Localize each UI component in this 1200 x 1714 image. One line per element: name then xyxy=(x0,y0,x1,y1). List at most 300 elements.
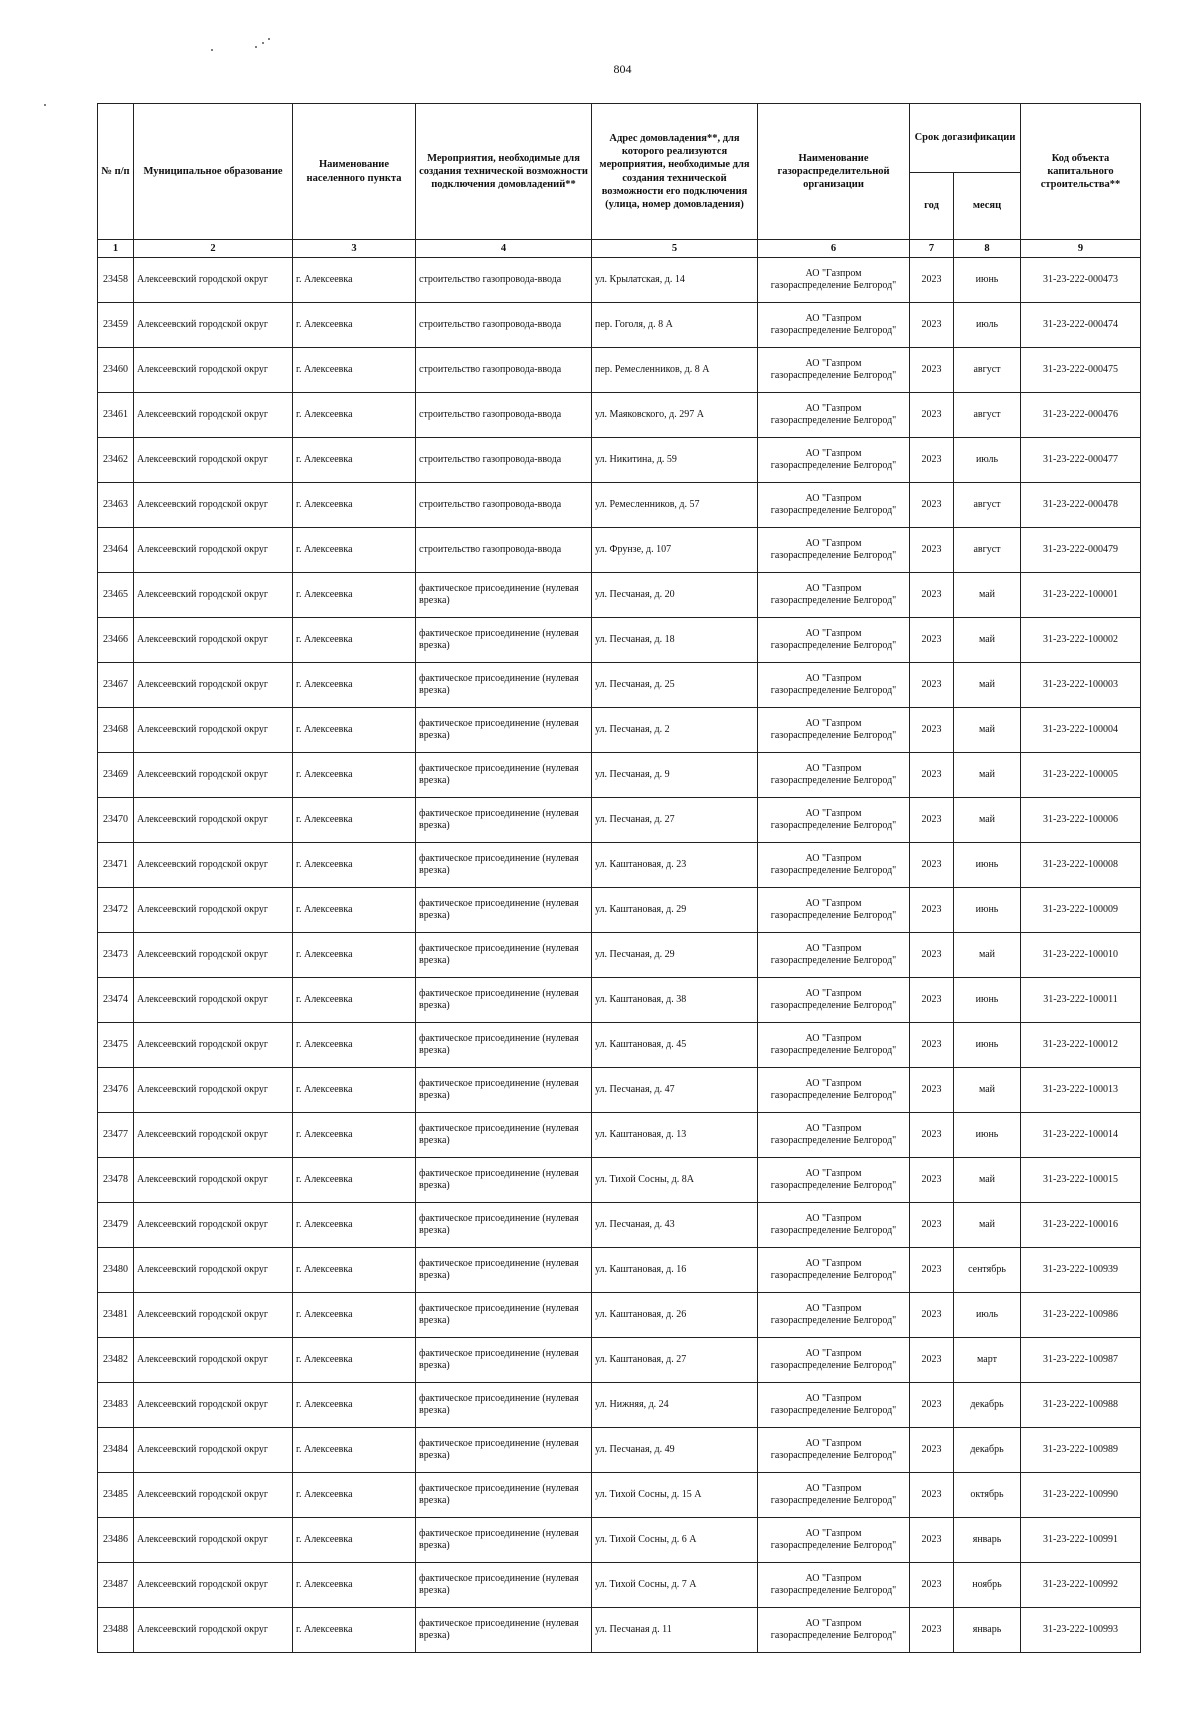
row-measure: фактическое присоединение (нулевая врезка) xyxy=(416,1113,592,1158)
row-num: 23475 xyxy=(98,1023,134,1068)
row-object-code: 31-23-222-100001 xyxy=(1021,573,1141,618)
row-num: 23468 xyxy=(98,708,134,753)
row-object-code: 31-23-222-100987 xyxy=(1021,1338,1141,1383)
row-num: 23482 xyxy=(98,1338,134,1383)
row-measure: фактическое присоединение (нулевая врезка) xyxy=(416,1428,592,1473)
row-num: 23464 xyxy=(98,528,134,573)
row-year: 2023 xyxy=(910,438,954,483)
row-num: 23474 xyxy=(98,978,134,1023)
row-organization xyxy=(758,663,910,708)
row-municipality: Алексеевский городской округ xyxy=(134,978,293,1023)
row-municipality: Алексеевский городской округ xyxy=(134,303,293,348)
header-object-code: Код объекта капитального строительства** xyxy=(1021,104,1141,240)
row-organization xyxy=(758,393,910,438)
row-year: 2023 xyxy=(910,1518,954,1563)
row-year: 2023 xyxy=(910,303,954,348)
row-municipality: Алексеевский городской округ xyxy=(134,438,293,483)
row-measure: фактическое присоединение (нулевая врезка) xyxy=(416,843,592,888)
row-month: май xyxy=(954,1068,1021,1113)
row-month: май xyxy=(954,753,1021,798)
row-address: ул. Тихой Сосны, д. 8А xyxy=(592,1158,758,1203)
row-month: сентябрь xyxy=(954,1248,1021,1293)
row-measure: фактическое присоединение (нулевая врезка) xyxy=(416,1023,592,1068)
row-settlement: г. Алексеевка xyxy=(293,258,416,303)
table-row xyxy=(98,618,1141,663)
row-month: май xyxy=(954,663,1021,708)
row-organization-line: АО "Газпром xyxy=(805,672,862,684)
row-organization xyxy=(758,843,910,888)
table-row xyxy=(98,1428,1141,1473)
row-object-code: 31-23-222-000476 xyxy=(1021,393,1141,438)
row-municipality: Алексеевский городской округ xyxy=(134,258,293,303)
row-num: 23484 xyxy=(98,1428,134,1473)
row-num: 23458 xyxy=(98,258,134,303)
row-organization xyxy=(758,1158,910,1203)
row-municipality: Алексеевский городской округ xyxy=(134,1023,293,1068)
row-municipality: Алексеевский городской округ xyxy=(134,528,293,573)
row-organization-line: газораспределение Белгород" xyxy=(770,1315,897,1326)
header-num: № п/п xyxy=(98,104,134,240)
row-organization xyxy=(758,303,910,348)
row-organization xyxy=(758,1248,910,1293)
row-address: ул. Каштановая, д. 13 xyxy=(592,1113,758,1158)
row-address: ул. Каштановая, д. 38 xyxy=(592,978,758,1023)
row-num: 23472 xyxy=(98,888,134,933)
row-organization-line: газораспределение Белгород" xyxy=(770,1630,897,1641)
row-month: май xyxy=(954,798,1021,843)
row-organization-line: АО "Газпром xyxy=(805,1572,862,1584)
row-object-code: 31-23-222-100988 xyxy=(1021,1383,1141,1428)
row-object-code: 31-23-222-000474 xyxy=(1021,303,1141,348)
row-organization-line: АО "Газпром xyxy=(805,447,862,459)
row-address: пер. Гоголя, д. 8 А xyxy=(592,303,758,348)
row-address: ул. Тихой Сосны, д. 15 А xyxy=(592,1473,758,1518)
row-num: 23476 xyxy=(98,1068,134,1113)
scan-speck xyxy=(262,42,264,44)
row-address: ул. Каштановая, д. 45 xyxy=(592,1023,758,1068)
row-object-code: 31-23-222-000473 xyxy=(1021,258,1141,303)
row-object-code: 31-23-222-100002 xyxy=(1021,618,1141,663)
row-municipality: Алексеевский городской округ xyxy=(134,1068,293,1113)
row-settlement: г. Алексеевка xyxy=(293,1203,416,1248)
row-address: ул. Каштановая, д. 26 xyxy=(592,1293,758,1338)
row-municipality: Алексеевский городской округ xyxy=(134,753,293,798)
row-num: 23460 xyxy=(98,348,134,393)
row-settlement: г. Алексеевка xyxy=(293,618,416,663)
row-settlement: г. Алексеевка xyxy=(293,1158,416,1203)
row-measure: фактическое присоединение (нулевая врезка) xyxy=(416,1563,592,1608)
table-row xyxy=(98,1293,1141,1338)
row-organization-line: газораспределение Белгород" xyxy=(770,595,897,606)
row-year: 2023 xyxy=(910,798,954,843)
row-organization xyxy=(758,1563,910,1608)
row-address: ул. Песчаная, д. 29 xyxy=(592,933,758,978)
header-term: Срок догазификации xyxy=(910,104,1021,173)
column-number: 9 xyxy=(1021,240,1141,258)
row-address: ул. Песчаная, д. 9 xyxy=(592,753,758,798)
row-measure: фактическое присоединение (нулевая врезка) xyxy=(416,753,592,798)
row-organization-line: газораспределение Белгород" xyxy=(770,775,897,786)
row-organization xyxy=(758,1293,910,1338)
row-municipality: Алексеевский городской округ xyxy=(134,708,293,753)
row-organization-line: газораспределение Белгород" xyxy=(770,820,897,831)
table-row xyxy=(98,258,1141,303)
row-measure: строительство газопровода-ввода xyxy=(416,303,592,348)
row-address: ул. Песчаная, д. 2 xyxy=(592,708,758,753)
header-municipality: Муниципальное образование xyxy=(134,104,293,240)
row-settlement: г. Алексеевка xyxy=(293,888,416,933)
row-organization-line: газораспределение Белгород" xyxy=(770,460,897,471)
column-number: 7 xyxy=(910,240,954,258)
row-object-code: 31-23-222-100013 xyxy=(1021,1068,1141,1113)
column-number: 3 xyxy=(293,240,416,258)
row-measure: фактическое присоединение (нулевая врезка) xyxy=(416,618,592,663)
row-organization xyxy=(758,1383,910,1428)
row-num: 23485 xyxy=(98,1473,134,1518)
gasification-register-table xyxy=(97,103,1141,1653)
row-object-code: 31-23-222-100991 xyxy=(1021,1518,1141,1563)
row-settlement: г. Алексеевка xyxy=(293,753,416,798)
table-row xyxy=(98,1608,1141,1653)
row-num: 23461 xyxy=(98,393,134,438)
row-object-code: 31-23-222-100003 xyxy=(1021,663,1141,708)
row-municipality: Алексеевский городской округ xyxy=(134,1248,293,1293)
row-organization-line: АО "Газпром xyxy=(805,897,862,909)
row-settlement: г. Алексеевка xyxy=(293,573,416,618)
table-row xyxy=(98,483,1141,528)
row-year: 2023 xyxy=(910,483,954,528)
row-organization-line: АО "Газпром xyxy=(805,807,862,819)
row-measure: фактическое присоединение (нулевая врезка) xyxy=(416,1338,592,1383)
row-municipality: Алексеевский городской округ xyxy=(134,1338,293,1383)
row-organization-line: АО "Газпром xyxy=(805,492,862,504)
row-organization-line: газораспределение Белгород" xyxy=(770,325,897,336)
row-address: ул. Каштановая, д. 29 xyxy=(592,888,758,933)
header-row xyxy=(98,104,1141,173)
row-settlement: г. Алексеевка xyxy=(293,933,416,978)
scan-speck xyxy=(211,49,213,51)
row-num: 23481 xyxy=(98,1293,134,1338)
row-municipality: Алексеевский городской округ xyxy=(134,1563,293,1608)
row-organization-line: газораспределение Белгород" xyxy=(770,1180,897,1191)
row-organization xyxy=(758,1023,910,1068)
row-settlement: г. Алексеевка xyxy=(293,1068,416,1113)
header-year: год xyxy=(910,173,954,240)
row-object-code: 31-23-222-100005 xyxy=(1021,753,1141,798)
row-organization-line: АО "Газпром xyxy=(805,1347,862,1359)
row-settlement: г. Алексеевка xyxy=(293,1473,416,1518)
row-address: ул. Песчаная, д. 43 xyxy=(592,1203,758,1248)
row-address: ул. Песчаная, д. 49 xyxy=(592,1428,758,1473)
row-year: 2023 xyxy=(910,978,954,1023)
row-year: 2023 xyxy=(910,1608,954,1653)
row-month: июнь xyxy=(954,1113,1021,1158)
column-number: 2 xyxy=(134,240,293,258)
row-settlement: г. Алексеевка xyxy=(293,978,416,1023)
column-number: 4 xyxy=(416,240,592,258)
row-organization-line: газораспределение Белгород" xyxy=(770,1090,897,1101)
row-municipality: Алексеевский городской округ xyxy=(134,888,293,933)
row-month: май xyxy=(954,1158,1021,1203)
row-num: 23462 xyxy=(98,438,134,483)
row-object-code: 31-23-222-100989 xyxy=(1021,1428,1141,1473)
row-organization-line: газораспределение Белгород" xyxy=(770,280,897,291)
row-organization-line: газораспределение Белгород" xyxy=(770,685,897,696)
row-organization-line: газораспределение Белгород" xyxy=(770,730,897,741)
table-body xyxy=(98,258,1141,1653)
row-organization xyxy=(758,348,910,393)
table-row xyxy=(98,1383,1141,1428)
header-measures: Мероприятия, необходимые для создания технической возможности подключения домовладений** xyxy=(416,104,592,240)
row-year: 2023 xyxy=(910,708,954,753)
row-organization-line: газораспределение Белгород" xyxy=(770,1135,897,1146)
row-object-code: 31-23-222-100016 xyxy=(1021,1203,1141,1248)
row-address: ул. Никитина, д. 59 xyxy=(592,438,758,483)
row-address: ул. Песчаная, д. 47 xyxy=(592,1068,758,1113)
table-row xyxy=(98,933,1141,978)
row-month: май xyxy=(954,933,1021,978)
table-row xyxy=(98,1338,1141,1383)
row-organization-line: АО "Газпром xyxy=(805,1032,862,1044)
scan-speck xyxy=(255,46,257,48)
row-month: июнь xyxy=(954,258,1021,303)
row-measure: фактическое присоединение (нулевая врезка) xyxy=(416,663,592,708)
row-organization-line: газораспределение Белгород" xyxy=(770,1405,897,1416)
row-organization-line: АО "Газпром xyxy=(805,402,862,414)
row-municipality: Алексеевский городской округ xyxy=(134,1293,293,1338)
row-month: июль xyxy=(954,1293,1021,1338)
row-num: 23463 xyxy=(98,483,134,528)
row-year: 2023 xyxy=(910,1113,954,1158)
table-row xyxy=(98,1158,1141,1203)
row-organization-line: АО "Газпром xyxy=(805,852,862,864)
row-measure: фактическое присоединение (нулевая врезка) xyxy=(416,1383,592,1428)
row-year: 2023 xyxy=(910,393,954,438)
row-object-code: 31-23-222-100014 xyxy=(1021,1113,1141,1158)
row-num: 23471 xyxy=(98,843,134,888)
table-row xyxy=(98,1248,1141,1293)
row-organization xyxy=(758,1473,910,1518)
row-organization-line: АО "Газпром xyxy=(805,1212,862,1224)
row-settlement: г. Алексеевка xyxy=(293,1113,416,1158)
row-year: 2023 xyxy=(910,1383,954,1428)
row-municipality: Алексеевский городской округ xyxy=(134,1383,293,1428)
row-year: 2023 xyxy=(910,1158,954,1203)
row-organization xyxy=(758,1608,910,1653)
row-measure: фактическое присоединение (нулевая врезка) xyxy=(416,798,592,843)
row-num: 23466 xyxy=(98,618,134,663)
row-measure: фактическое присоединение (нулевая врезка) xyxy=(416,888,592,933)
column-numbers-row xyxy=(98,240,1141,258)
row-measure: строительство газопровода-ввода xyxy=(416,258,592,303)
row-month: июнь xyxy=(954,843,1021,888)
row-address: ул. Маяковского, д. 297 А xyxy=(592,393,758,438)
row-organization xyxy=(758,798,910,843)
row-organization-line: газораспределение Белгород" xyxy=(770,1000,897,1011)
row-address: ул. Песчаная, д. 25 xyxy=(592,663,758,708)
row-organization-line: АО "Газпром xyxy=(805,627,862,639)
row-organization-line: газораспределение Белгород" xyxy=(770,1045,897,1056)
row-organization xyxy=(758,978,910,1023)
row-year: 2023 xyxy=(910,843,954,888)
row-object-code: 31-23-222-100990 xyxy=(1021,1473,1141,1518)
table-row xyxy=(98,348,1141,393)
row-year: 2023 xyxy=(910,1068,954,1113)
row-municipality: Алексеевский городской округ xyxy=(134,1518,293,1563)
row-organization-line: АО "Газпром xyxy=(805,1527,862,1539)
column-number: 5 xyxy=(592,240,758,258)
row-num: 23479 xyxy=(98,1203,134,1248)
row-year: 2023 xyxy=(910,1293,954,1338)
row-organization-line: газораспределение Белгород" xyxy=(770,505,897,516)
row-municipality: Алексеевский городской округ xyxy=(134,798,293,843)
row-municipality: Алексеевский городской округ xyxy=(134,618,293,663)
row-year: 2023 xyxy=(910,1203,954,1248)
row-municipality: Алексеевский городской округ xyxy=(134,483,293,528)
row-organization xyxy=(758,483,910,528)
row-month: январь xyxy=(954,1608,1021,1653)
row-organization-line: АО "Газпром xyxy=(805,357,862,369)
row-address: ул. Фрунзе, д. 107 xyxy=(592,528,758,573)
row-settlement: г. Алексеевка xyxy=(293,303,416,348)
row-object-code: 31-23-222-100986 xyxy=(1021,1293,1141,1338)
row-month: май xyxy=(954,618,1021,663)
row-year: 2023 xyxy=(910,618,954,663)
row-measure: фактическое присоединение (нулевая врезка) xyxy=(416,708,592,753)
row-object-code: 31-23-222-100993 xyxy=(1021,1608,1141,1653)
row-year: 2023 xyxy=(910,663,954,708)
row-measure: строительство газопровода-ввода xyxy=(416,348,592,393)
row-year: 2023 xyxy=(910,753,954,798)
row-object-code: 31-23-222-100008 xyxy=(1021,843,1141,888)
table-row xyxy=(98,663,1141,708)
column-number: 1 xyxy=(98,240,134,258)
table-row xyxy=(98,888,1141,933)
row-municipality: Алексеевский городской округ xyxy=(134,1428,293,1473)
row-organization-line: АО "Газпром xyxy=(805,1167,862,1179)
row-address: ул. Каштановая, д. 27 xyxy=(592,1338,758,1383)
row-year: 2023 xyxy=(910,1023,954,1068)
row-object-code: 31-23-222-100012 xyxy=(1021,1023,1141,1068)
row-settlement: г. Алексеевка xyxy=(293,1338,416,1383)
row-address: пер. Ремесленников, д. 8 А xyxy=(592,348,758,393)
row-organization-line: газораспределение Белгород" xyxy=(770,1270,897,1281)
row-measure: фактическое присоединение (нулевая врезка) xyxy=(416,1518,592,1563)
row-year: 2023 xyxy=(910,888,954,933)
row-measure: фактическое присоединение (нулевая врезка) xyxy=(416,978,592,1023)
row-organization xyxy=(758,1068,910,1113)
row-organization-line: газораспределение Белгород" xyxy=(770,1540,897,1551)
row-address: ул. Каштановая, д. 23 xyxy=(592,843,758,888)
row-object-code: 31-23-222-100992 xyxy=(1021,1563,1141,1608)
row-year: 2023 xyxy=(910,573,954,618)
row-num: 23473 xyxy=(98,933,134,978)
row-organization xyxy=(758,753,910,798)
row-organization xyxy=(758,438,910,483)
row-month: июль xyxy=(954,303,1021,348)
table-row xyxy=(98,393,1141,438)
row-organization-line: газораспределение Белгород" xyxy=(770,370,897,381)
row-month: июнь xyxy=(954,888,1021,933)
row-organization-line: газораспределение Белгород" xyxy=(770,955,897,966)
row-organization xyxy=(758,933,910,978)
row-year: 2023 xyxy=(910,348,954,393)
header-organization: Наименование газораспределительной организации xyxy=(758,104,910,240)
row-address: ул. Песчаная д. 11 xyxy=(592,1608,758,1653)
row-municipality: Алексеевский городской округ xyxy=(134,1608,293,1653)
row-organization-line: АО "Газпром xyxy=(805,267,862,279)
header-month: месяц xyxy=(954,173,1021,240)
row-object-code: 31-23-222-000477 xyxy=(1021,438,1141,483)
row-organization-line: АО "Газпром xyxy=(805,582,862,594)
row-municipality: Алексеевский городской округ xyxy=(134,933,293,978)
row-year: 2023 xyxy=(910,258,954,303)
row-settlement: г. Алексеевка xyxy=(293,348,416,393)
row-object-code: 31-23-222-000475 xyxy=(1021,348,1141,393)
row-year: 2023 xyxy=(910,1338,954,1383)
table-row xyxy=(98,438,1141,483)
row-num: 23478 xyxy=(98,1158,134,1203)
table-row xyxy=(98,1113,1141,1158)
row-month: март xyxy=(954,1338,1021,1383)
row-organization xyxy=(758,1518,910,1563)
table-row xyxy=(98,978,1141,1023)
row-measure: фактическое присоединение (нулевая врезка) xyxy=(416,1473,592,1518)
row-organization-line: газораспределение Белгород" xyxy=(770,415,897,426)
row-object-code: 31-23-222-100939 xyxy=(1021,1248,1141,1293)
row-measure: строительство газопровода-ввода xyxy=(416,438,592,483)
row-organization-line: АО "Газпром xyxy=(805,312,862,324)
row-num: 23465 xyxy=(98,573,134,618)
row-month: ноябрь xyxy=(954,1563,1021,1608)
row-municipality: Алексеевский городской округ xyxy=(134,393,293,438)
row-num: 23483 xyxy=(98,1383,134,1428)
row-month: июнь xyxy=(954,1023,1021,1068)
table-row xyxy=(98,1518,1141,1563)
row-address: ул. Ремесленников, д. 57 xyxy=(592,483,758,528)
row-object-code: 31-23-222-000478 xyxy=(1021,483,1141,528)
table-row xyxy=(98,1068,1141,1113)
row-address: ул. Песчаная, д. 18 xyxy=(592,618,758,663)
row-organization xyxy=(758,618,910,663)
row-year: 2023 xyxy=(910,1473,954,1518)
row-settlement: г. Алексеевка xyxy=(293,393,416,438)
row-settlement: г. Алексеевка xyxy=(293,663,416,708)
row-address: ул. Каштановая, д. 16 xyxy=(592,1248,758,1293)
header-settlement: Наименование населенного пункта xyxy=(293,104,416,240)
row-municipality: Алексеевский городской округ xyxy=(134,573,293,618)
table-row xyxy=(98,1203,1141,1248)
row-organization-line: АО "Газпром xyxy=(805,1617,862,1629)
row-year: 2023 xyxy=(910,528,954,573)
scan-speck xyxy=(44,104,46,106)
row-organization xyxy=(758,888,910,933)
row-measure: фактическое присоединение (нулевая врезка) xyxy=(416,1608,592,1653)
row-month: июнь xyxy=(954,978,1021,1023)
row-organization-line: АО "Газпром xyxy=(805,1482,862,1494)
row-address: ул. Тихой Сосны, д. 7 А xyxy=(592,1563,758,1608)
row-measure: фактическое присоединение (нулевая врезка) xyxy=(416,933,592,978)
row-num: 23486 xyxy=(98,1518,134,1563)
row-settlement: г. Алексеевка xyxy=(293,1293,416,1338)
row-municipality: Алексеевский городской округ xyxy=(134,348,293,393)
row-month: июль xyxy=(954,438,1021,483)
row-organization-line: газораспределение Белгород" xyxy=(770,550,897,561)
row-municipality: Алексеевский городской округ xyxy=(134,663,293,708)
row-month: декабрь xyxy=(954,1383,1021,1428)
row-organization-line: АО "Газпром xyxy=(805,1392,862,1404)
row-month: октябрь xyxy=(954,1473,1021,1518)
